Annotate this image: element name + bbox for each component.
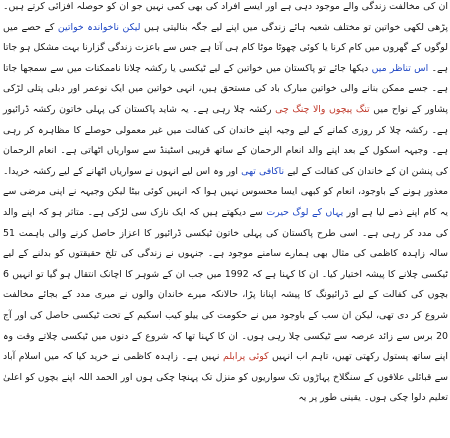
- text-line: میرے خاندان والوں نے میری مدد کے بجائے مخالفت شروع کر دی تھی، لیکن ان سب کے باوجود میں نے حکومت کی ییلو کیب اسکیم: [3, 289, 448, 321]
- article-paragraph: [3, 0, 448, 409]
- text-line: لڑکی پشاور کے نواح میں تنگ پیچوں والا چنگ چی رکشہ چلا رہی ہے۔ یہ شاید پاکستان کی پہلی خاتون رکشہ ڈرائیور ہے۔ رکشہ چلا کر: [3, 83, 449, 136]
- text-line: کا کہنا ہے کہ 1992 میں جب ان کے شوہر کا اچانک انتقال ہو گیا تو انہیں 6 بچوں کی کفالت کے لیے ڈرائیونگ کا پیشہ اپنانا پڑا، حالانکہ: [3, 268, 449, 301]
- text-line: لیکن وجیہہ نے اپنی مرضی سے یہ کام اپنے ذمے لیا ہے اور یہاں کے لوگ حیرت سے دیکھتے ہیں کہ ایک نازک سی لڑکی ہے۔ متاثر: [3, 186, 448, 218]
- text-line: علاقوں کے سنگلاخ پہاڑوں تک سواریوں کو منزل تک پہنچا چکی ہوں اور الحمد اللہ اپنے بچوں کو اعلیٰ تعلیم دلوا چکی ہوں۔ یقینی طور پر یہ: [3, 371, 448, 404]
- text-line: موٹا کام ہی آتا ہے جس سے باعزت زندگی گزارنا بہت مشکل ہو جاتا ہے۔ اس تناظر میں دیکھا جائے تو پاکستان میں خواتین کے لیے: [3, 42, 448, 74]
- text-line: وقت وہ اپنے ساتھ پستول رکھتی تھیں، تاہم اب انہیں کوئی پرابلم نہیں ہے۔ زاہدہ کاظمی نے خرید کیا کہ میں اسلام آباد سے قبائلی: [3, 330, 448, 383]
- text-line: کے تحت ٹیکسی حاصل کی اور آج 20 برس سے زائد عرصہ سے ٹیکسی چلا رہی ہوں۔ ان کا کہنا تھا کہ شروع کے دنوں میں ٹیکسی چلاتے: [3, 309, 448, 342]
- text-line: ہو کہ اپنے والد کی مدد کر رہی ہے۔ اسی طرح پاکستان کی پہلی خاتون ٹیکسی ڈرائیور کا اعزاز حاصل کرنے والی باہمت 51 سالہ زاہدہ: [3, 206, 448, 260]
- text-line: ان کی مخالفت زندگی والے موجود دہی ہے اور ایسے افراد کی بھی کمی نہیں جو ان کو حوصلہ افزائی کرتے ہیں۔ پڑھی لکھی خواتین: [3, 1, 449, 33]
- text-line: اس لیے انہوں نے سواریاں اٹھانے کے لیے رکشہ خریدا۔ معذور ہونے کے باوجود، انعام کو کبھی ایسا محسوس نہیں ہوا کہ انہیں کوئی بیٹا: [3, 165, 448, 198]
- text-line: الرحمان کے ساتھ قریبی اسٹینڈ سے سواریاں اٹھاتی ہے۔ انعام الرحمان کی پنشن ان کے خاندان کی کفالت کے لیے ناکافی تھی اور وہ: [3, 145, 449, 177]
- text-line: تو مختلف شعبہ ہائے زندگی میں اپنے لیے جگہ بنالیتی ہیں لیکن ناخواندہ خواتین کے حصے میں لوگوں کے گھروں میں کام کرنا یا کوئی چھوٹا: [3, 21, 448, 54]
- text-line: روزی کمانے کے لیے وجیہ اپنے خاندان کی کفالت میں غیر معمولی حوصلے کا مظاہرہ کر رہی ہے۔ وجیہہ اسکول کے بعد اپنے والد انعام: [3, 124, 449, 157]
- text-line: کاظمی کی مثال بھی ہمارے سامنے موجود ہے۔ جنہوں نے زندگی کی تلخ حقیقتوں کو بدلنے کے لیے ٹیکسی چلانے کا پیشہ اختیار کیا۔ ان: [3, 248, 448, 280]
- text-line: ٹیکسی یا رکشہ چلانا ناممکنات میں سے سمجھا جاتا ہے۔ جسے ممکن بنانے والی خواتین مبارک باد کی مستحق ہیں، انہی خواتین میں ایک نوعمر اور دبلی پتلی: [3, 62, 449, 95]
